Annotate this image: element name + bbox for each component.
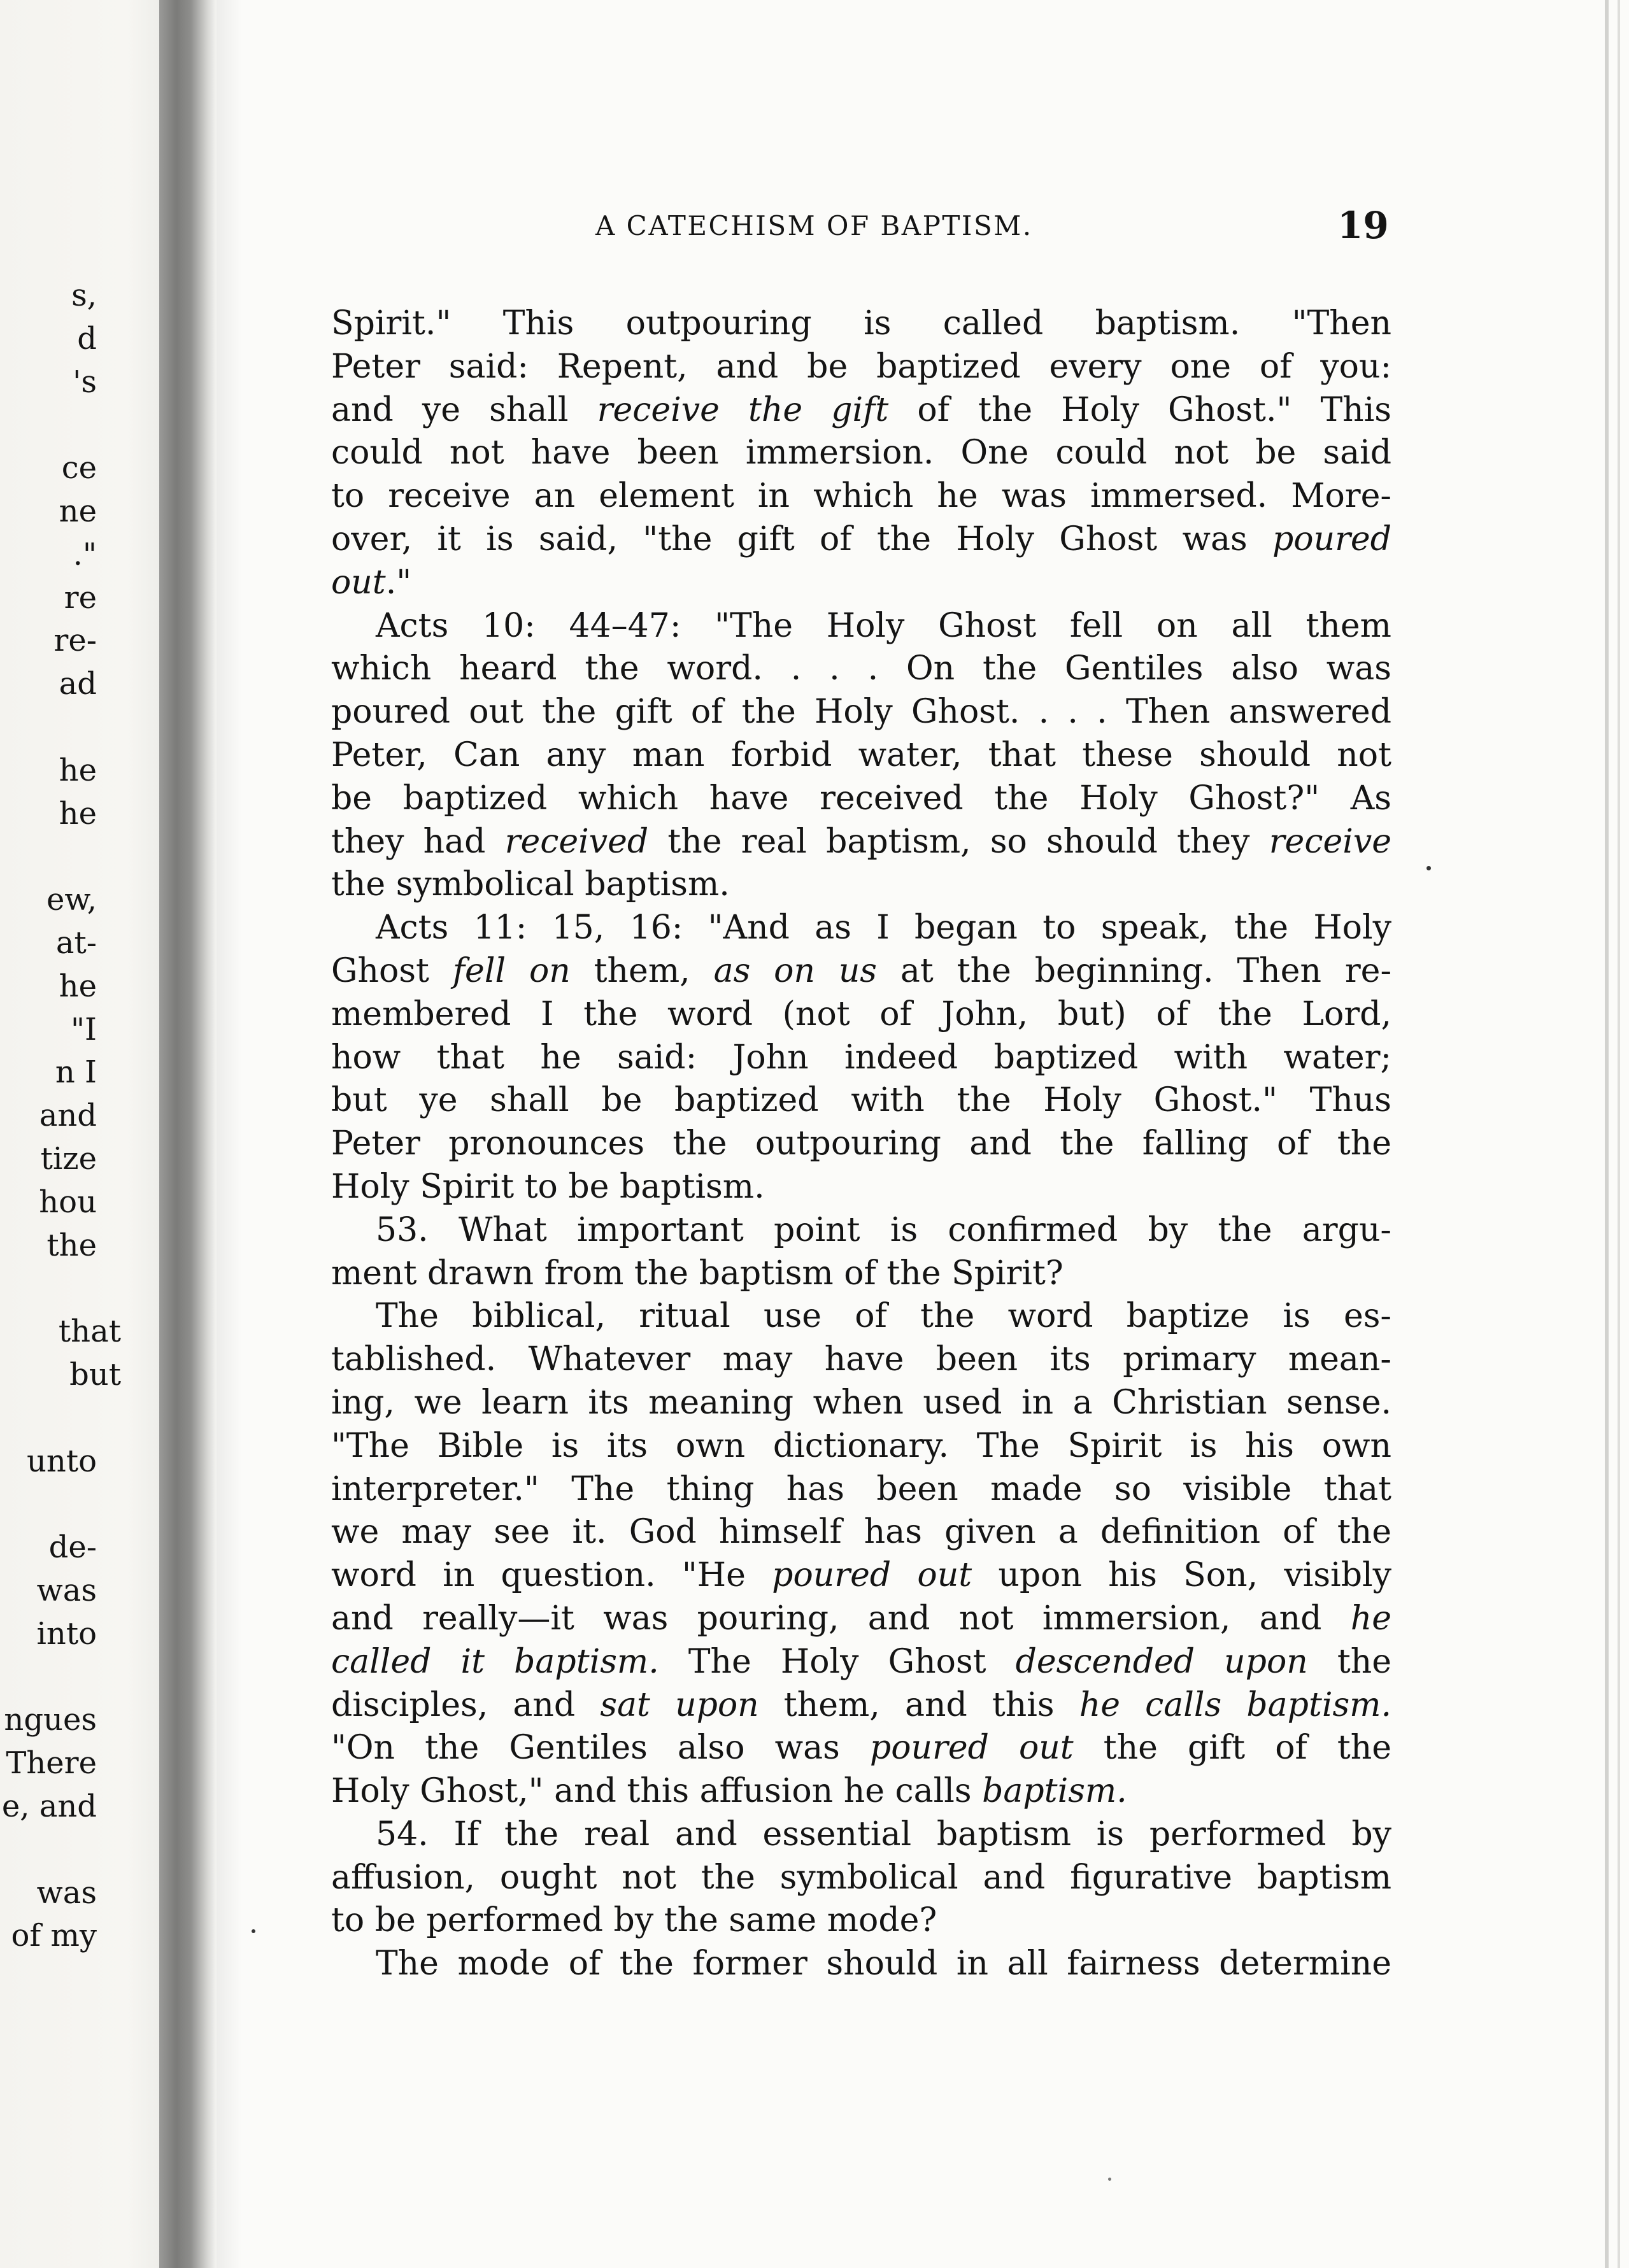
italic-text: receive the gift xyxy=(597,390,889,429)
text-line xyxy=(331,432,1391,475)
text-line xyxy=(331,648,1391,691)
previous-page-fragment: hou xyxy=(39,1184,97,1220)
text-run: The Holy Ghost xyxy=(658,1642,1016,1681)
text-run: ment drawn from the baptism of the Spirit? xyxy=(331,1254,1063,1293)
text-run: and really—it was pouring, and not immersion, and xyxy=(331,1599,1351,1638)
text-line xyxy=(331,1857,1391,1900)
text-run: The mode of the former should in all fairness determine xyxy=(376,1945,1391,1983)
text-line xyxy=(331,1252,1391,1296)
previous-page-fragment: was xyxy=(36,1875,97,1911)
previous-page-fragment: re xyxy=(64,579,97,616)
text-line xyxy=(331,993,1391,1037)
text-line xyxy=(331,1295,1391,1338)
text-line xyxy=(331,821,1391,864)
text-line xyxy=(331,1511,1391,1554)
text-line xyxy=(331,1684,1391,1727)
italic-text: fell on xyxy=(452,951,571,990)
text-line xyxy=(331,1554,1391,1598)
text-run: to be performed by the same mode? xyxy=(331,1901,937,1940)
text-run: which heard the word. . . . On the Gentiles also was xyxy=(331,649,1391,688)
text-run: ing, we learn its meaning when used in a Christian sense. xyxy=(331,1383,1391,1422)
italic-text: receive xyxy=(1269,822,1391,861)
text-line xyxy=(331,1899,1391,1943)
previous-page-fragment: ew, xyxy=(46,882,97,918)
page-number: 19 xyxy=(1337,204,1389,247)
previous-page-fragment: re- xyxy=(53,623,97,659)
italic-text: poured out xyxy=(772,1556,972,1595)
italic-text: as on us xyxy=(713,951,877,990)
text-run: Peter pronounces the outpouring and the falling of the xyxy=(331,1124,1391,1163)
text-line xyxy=(331,1468,1391,1512)
text-run: 53. What important point is confirmed by the argu- xyxy=(376,1210,1391,1249)
previous-page-fragment: he xyxy=(59,752,97,788)
text-run: Peter, Can any man forbid water, that these should not xyxy=(331,735,1391,774)
text-run: Peter said: Repent, and be baptized every one of you: xyxy=(331,347,1391,386)
page-edge-line xyxy=(1605,0,1609,2268)
text-run: Acts 11: 15, 16: "And as I began to speak, the Holy xyxy=(376,909,1391,947)
text-line xyxy=(331,1943,1391,1986)
italic-text: he calls baptism. xyxy=(1079,1685,1391,1724)
text-run: could not have been immersion. One could not be said xyxy=(331,434,1391,472)
page-edge-line-outer xyxy=(1618,0,1620,2268)
text-line xyxy=(331,1598,1391,1641)
previous-page-fragment: ngues xyxy=(4,1702,97,1738)
italic-text: called it baptism. xyxy=(331,1642,659,1681)
previous-page-fragment: unto xyxy=(26,1443,97,1479)
text-line xyxy=(331,1727,1391,1770)
text-run: how that he said: John indeed baptized with water; xyxy=(331,1038,1391,1077)
text-line xyxy=(331,1770,1391,1813)
text-run: Holy Ghost," and this affusion he calls xyxy=(331,1772,983,1811)
gutter-shadow xyxy=(217,0,242,2268)
text-run: over, it is said, "the gift of the Holy Ghost was xyxy=(331,520,1272,558)
page-body-text xyxy=(331,302,1391,1986)
text-run: of the Holy Ghost." This xyxy=(888,390,1391,429)
previous-page-fragment: he xyxy=(59,795,97,832)
text-run: The biblical, ritual use of the word baptize is es- xyxy=(376,1297,1391,1336)
running-header xyxy=(0,204,1629,248)
text-run: Acts 10: 44–47: "The Holy Ghost fell on all them xyxy=(376,606,1391,645)
previous-page-fragment: ." xyxy=(73,536,97,572)
previous-page-fragment: into xyxy=(36,1615,97,1652)
text-line xyxy=(331,1037,1391,1080)
text-line xyxy=(331,863,1391,907)
text-run: but ye shall be baptized with the Holy Ghost." Thus xyxy=(331,1081,1391,1120)
text-run: the xyxy=(1307,1642,1391,1681)
text-run: Ghost xyxy=(331,951,453,990)
text-run: affusion, ought not the symbolical and figurative baptism xyxy=(331,1858,1391,1897)
text-run: the symbolical baptism. xyxy=(331,865,730,904)
text-run: Spirit." This outpouring is called baptism. "Then xyxy=(331,304,1391,343)
text-run: they had xyxy=(331,822,505,861)
previous-page-fragment: at- xyxy=(55,925,97,961)
text-line xyxy=(331,389,1391,432)
ink-speck xyxy=(1426,866,1431,870)
previous-page-fragment: d xyxy=(77,320,97,357)
text-line xyxy=(331,1641,1391,1684)
text-line xyxy=(331,1425,1391,1468)
previous-page-fragment: ce xyxy=(61,450,97,486)
text-run: "On the Gentiles also was xyxy=(331,1729,870,1768)
text-line xyxy=(331,562,1391,605)
previous-page-fragment: There xyxy=(6,1745,97,1782)
previous-page-fragment: that xyxy=(58,1314,121,1350)
text-run: to receive an element in which he was immersed. More- xyxy=(331,477,1391,516)
previous-page-fragment: and xyxy=(39,1098,97,1134)
text-run: 54. If the real and essential baptism is performed by xyxy=(376,1815,1391,1853)
ink-speck xyxy=(1108,2178,1111,2181)
ink-speck xyxy=(252,1929,255,1933)
text-run: word in question. "He xyxy=(331,1556,772,1595)
text-run: ." xyxy=(385,563,412,602)
text-line xyxy=(331,346,1391,389)
text-line xyxy=(331,691,1391,734)
text-line xyxy=(331,907,1391,950)
book-gutter xyxy=(159,0,217,2268)
previous-page-fragment: "I xyxy=(70,1011,97,1047)
italic-text: baptism. xyxy=(982,1772,1127,1811)
text-line xyxy=(331,1166,1391,1209)
text-line xyxy=(331,1338,1391,1382)
previous-page-fragment: ad xyxy=(59,666,97,702)
text-line xyxy=(331,1209,1391,1252)
text-line xyxy=(331,1079,1391,1123)
italic-text: poured xyxy=(1272,520,1391,558)
previous-page-fragment: the xyxy=(46,1227,97,1263)
running-title: A CATECHISM OF BAPTISM. xyxy=(595,210,1033,241)
previous-page-fragment: but xyxy=(69,1357,121,1393)
text-line xyxy=(331,734,1391,777)
previous-page-fragment: de- xyxy=(48,1529,97,1566)
previous-page-fragment: e, and xyxy=(1,1789,97,1824)
previous-page-fragment: tize xyxy=(40,1141,97,1177)
previous-page-fragment: he xyxy=(59,968,97,1004)
text-run: be baptized which have received the Holy Ghost?" As xyxy=(331,779,1391,818)
previous-page-fragment: ne xyxy=(59,493,97,529)
previous-page-fragment: n I xyxy=(55,1054,97,1091)
text-line xyxy=(331,950,1391,993)
text-run: membered I the word (not of John, but) of the Lord, xyxy=(331,995,1391,1033)
italic-text: descended upon xyxy=(1015,1642,1308,1681)
previous-page-fragment: 's xyxy=(73,364,97,400)
text-run: the real baptism, so should they xyxy=(648,822,1269,861)
text-line xyxy=(331,605,1391,648)
text-line xyxy=(331,777,1391,821)
italic-text: out xyxy=(331,563,386,602)
text-run: we may see it. God himself has given a definition of the xyxy=(331,1513,1391,1552)
text-run: tablished. Whatever may have been its primary mean- xyxy=(331,1340,1391,1379)
text-run: Holy Spirit to be baptism. xyxy=(331,1167,765,1206)
text-line xyxy=(331,302,1391,346)
text-run: at the beginning. Then re- xyxy=(877,951,1391,990)
text-run: them, xyxy=(570,951,714,990)
italic-text: sat upon xyxy=(600,1685,759,1724)
text-run: and ye shall xyxy=(331,390,597,429)
italic-text: received xyxy=(504,822,649,861)
previous-page-fragment: was xyxy=(36,1573,97,1608)
italic-text: he xyxy=(1350,1599,1391,1638)
text-line xyxy=(331,475,1391,518)
text-run: poured out the gift of the Holy Ghost. . . . Then answered xyxy=(331,693,1391,732)
previous-page-fragment: s, xyxy=(71,278,97,313)
text-run: the gift of the xyxy=(1073,1729,1391,1768)
text-run: "The Bible is its own dictionary. The Spirit is his own xyxy=(331,1426,1391,1465)
text-line xyxy=(331,1123,1391,1166)
text-run: interpreter." The thing has been made so visible that xyxy=(331,1470,1391,1508)
text-run: disciples, and xyxy=(331,1685,601,1724)
text-run: upon his Son, visibly xyxy=(972,1556,1391,1595)
text-line xyxy=(331,1813,1391,1857)
text-line xyxy=(331,518,1391,562)
previous-page-fragment: of my xyxy=(11,1918,97,1954)
text-run: them, and this xyxy=(758,1685,1079,1724)
italic-text: poured out xyxy=(869,1729,1074,1768)
text-line xyxy=(331,1382,1391,1425)
